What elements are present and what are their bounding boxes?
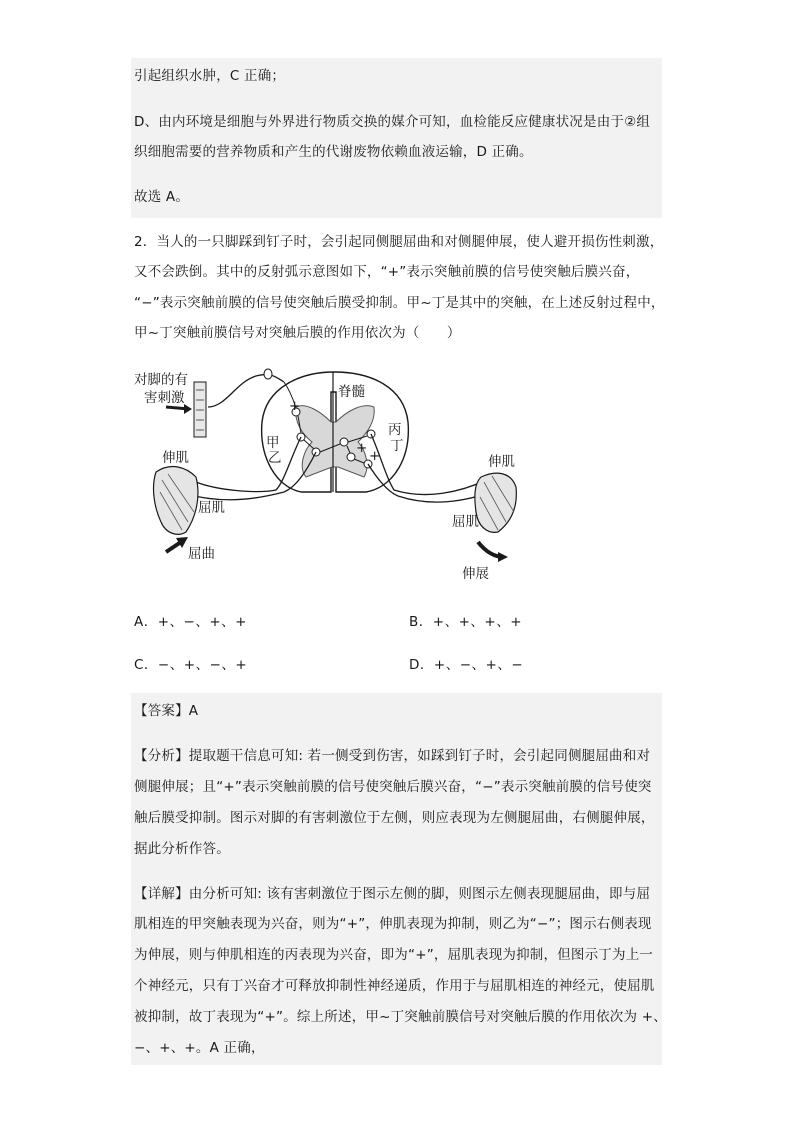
flexor-left-label: 屈肌 — [198, 500, 225, 516]
question-line: 甲~丁突触前膜信号对突触后膜的作用依次为（ ） — [134, 325, 461, 341]
answer-line: 【答案】A — [134, 703, 199, 719]
analysis-line: 据此分析作答。 — [134, 841, 230, 857]
option-d: D．+、−、+、− — [409, 657, 524, 673]
detail-line: 个神经元，只有丁兴奋才可释放抑制性神经递质，作用于与屈肌相连的神经元，使屈肌 — [134, 978, 655, 994]
stimulus-label: 害刺激 — [144, 390, 185, 406]
solution-line: 织细胞需要的营养物质和产生的代谢废物依赖血液运输，D 正确。 — [134, 144, 533, 160]
detail-line: 肌相连的甲突触表现为兴奋，则为“+”，伸肌表现为抑制，则乙为“−”；图示右侧表现 — [134, 916, 652, 932]
option-a: A．+、−、+、+ — [134, 614, 247, 630]
flexor-right-label: 屈肌 — [452, 514, 479, 530]
stimulus-label: 对脚的有 — [134, 372, 188, 388]
spinal-cord-label: 脊髓 — [338, 384, 365, 400]
svg-text:+: + — [356, 440, 368, 456]
flexion-label: 屈曲 — [188, 546, 215, 562]
svg-text:+: + — [289, 398, 301, 414]
synapse-ding-label: 丁 — [390, 438, 404, 454]
solution-line: 故选 A。 — [134, 189, 190, 205]
detail-line: 被抑制，故丁表现为“+”。综上所述，甲~丁突触前膜信号对突触后膜的作用依次为 +、 — [134, 1009, 667, 1025]
question-line: “−”表示突触前膜的信号使突触后膜受抑制。甲~丁是其中的突触，在上述反射过程中， — [134, 295, 665, 311]
analysis-line: 触后膜受抑制。图示对脚的有害刺激位于左侧，则应表现为左侧腿屈曲，右侧腿伸展， — [134, 810, 655, 826]
detail-line: −、+、+。A 正确， — [134, 1040, 265, 1056]
detail-line: 【详解】由分析可知: 该有害刺激位于图示左侧的脚，则图示左侧表现腿屈曲，即与屈 — [134, 886, 651, 902]
question-line: 2．当人的一只脚踩到钉子时，会引起同侧腿屈曲和对侧腿伸展，使人避开损伤性刺激， — [134, 234, 664, 250]
svg-text:+: + — [369, 448, 381, 464]
question-line: 又不会跌倒。其中的反射弧示意图如下，“+”表示突触前膜的信号使突触后膜兴奋， — [134, 264, 640, 280]
extensor-left-label: 伸肌 — [162, 450, 189, 466]
solution-line: D、由内环境是细胞与外界进行物质交换的媒介可知，血检能反应健康状况是由于②组 — [134, 114, 651, 130]
extensor-right-label: 伸肌 — [488, 454, 515, 470]
synapse-bing-label: 丙 — [388, 422, 402, 438]
extension-label: 伸展 — [462, 566, 489, 582]
reflex-arc-diagram — [126, 362, 546, 592]
synapse-yi-label: 乙 — [268, 450, 282, 466]
left-leg-muscles — [154, 467, 198, 535]
synapse-jia-label: 甲 — [266, 435, 280, 451]
option-b: B．+、+、+、+ — [409, 614, 523, 630]
detail-line: 为伸展，则与伸肌相连的丙表现为兴奋，即为“+”，屈肌表现为抑制，但图示丁为上一 — [134, 947, 654, 963]
analysis-line: 【分析】提取题干信息可知: 若一侧受到伤害，如踩到钉子时，会引起同侧腿屈曲和对 — [134, 748, 651, 764]
solution-line: 引起组织水肿，C 正确； — [134, 68, 286, 84]
option-c: C．−、+、−、+ — [134, 657, 248, 673]
analysis-line: 侧腿伸展；且“+”表示突触前膜的信号使突触后膜兴奋，“−”表示突触前膜的信号使突 — [134, 779, 652, 795]
